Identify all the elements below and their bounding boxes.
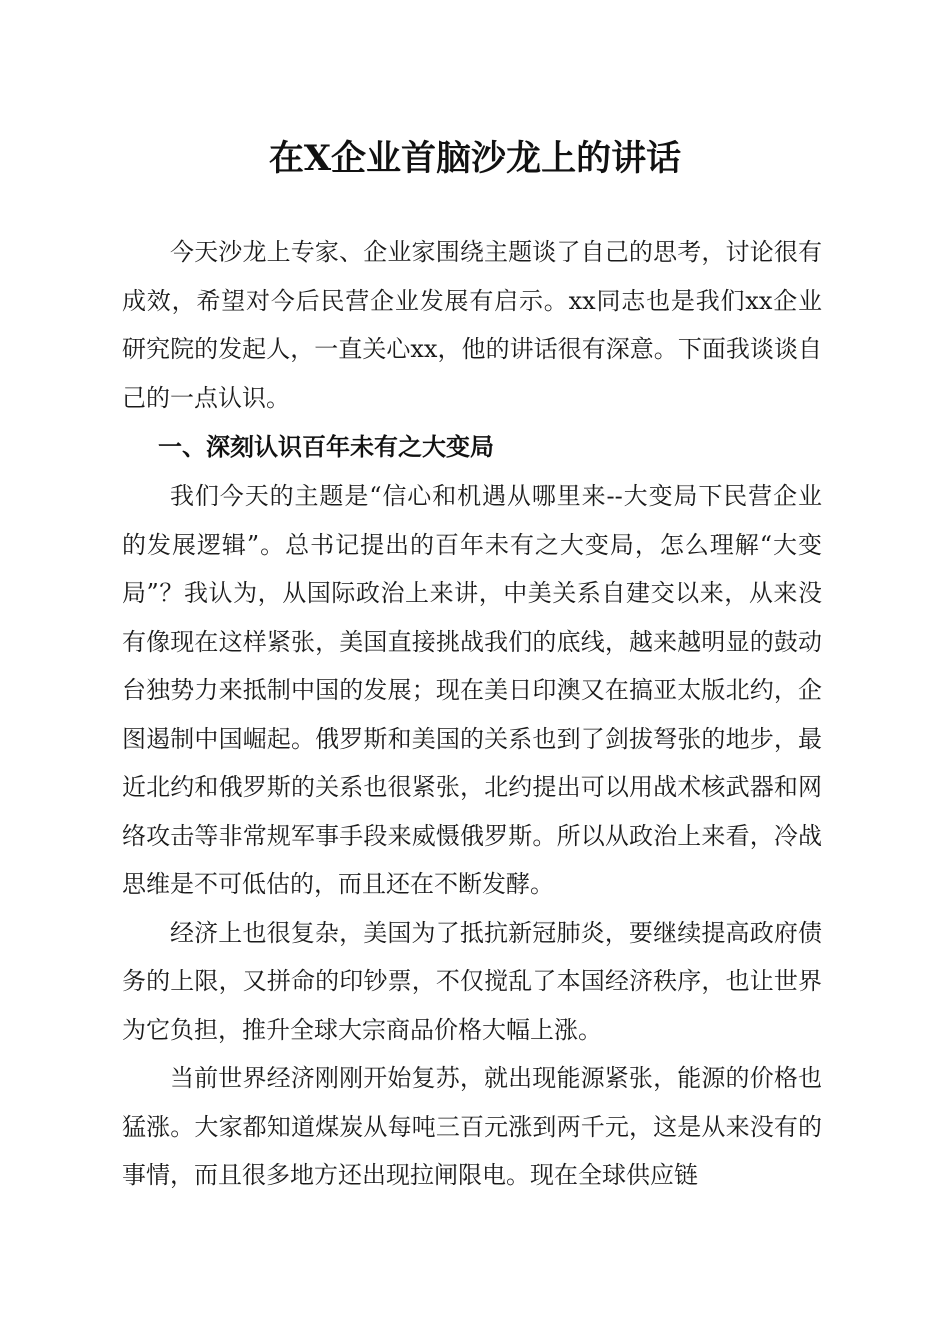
paragraph-economy: 经济上也很复杂，美国为了抵抗新冠肺炎，要继续提高政府债务的上限，又拼命的印钞票，不仅搅乱了本国经济秩序，也让世界为它负担，推升全球大宗商品价格大幅上涨。	[122, 918, 822, 1044]
paragraph-energy: 当前世界经济刚刚开始复苏，就出现能源紧张，能源的价格也猛涨。大家都知道煤炭从每吨三百元涨到两千元，这是从来没有的事情，而且很多地方还出现拉闸限电。现在全球供应链	[122, 1064, 822, 1189]
paragraph-intro: 今天沙龙上专家、企业家围绕主题谈了自己的思考，讨论很有成效，希望对今后民营企业发展有启示。xx同志也是我们xx企业研究院的发起人，一直关心xx，他的讲话很有深意。下面我谈谈自己的一点认识。	[122, 238, 822, 412]
document-title: 在X企业首脑沙龙上的讲话	[268, 138, 682, 179]
section-heading-1: 一、深刻认识百年未有之大变局	[158, 433, 494, 461]
paragraph-politics: 我们今天的主题是“信心和机遇从哪里来--大变局下民营企业的发展逻辑”。总书记提出的百年未有之大变局，怎么理解“大变局”？我认为，从国际政治上来讲，中美关系自建交以来，从来没有像现在这样紧张，美国直接挑战我们的底线，越来越明显的鼓动台独势力来抵制中国的发展；现在美日印澳又在搞亚太版北约，企图遏制中国崛起。俄罗斯和美国的关系也到了剑拔弩张的地步，最近北约和俄罗斯的关系也很紧张，北约提出可以用战术核武器和网络攻击等非常规军事手段来威慑俄罗斯。所以从政治上来看，冷战思维是不可低估的，而且还在不断发酵。	[122, 482, 822, 898]
document-body	[122, 228, 822, 1200]
